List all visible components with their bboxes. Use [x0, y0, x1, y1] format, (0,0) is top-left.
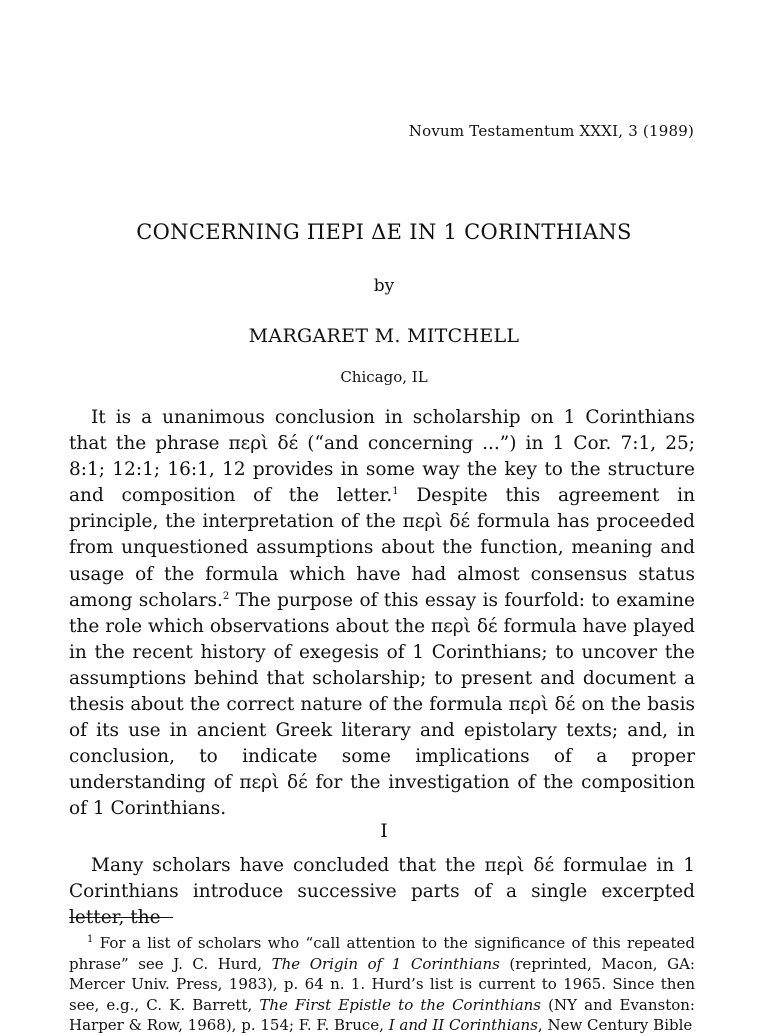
footnote-1 [69, 933, 695, 1036]
intro-text-part-2: Despite this agreement in principle, the interpretation of the περὶ δέ formula has proceeded from unquestioned assumptions about the function, meaning and usage of the formula which have had almost consensus status among scholars. [69, 485, 695, 611]
footnote-text-c: (NY and Evanston: Harper & Row, 1968), p. 154; F. F. Bruce, [69, 995, 695, 1034]
intro-text-part-3: The purpose of this essay is fourfold: to examine the role which observations about the περὶ δέ formula have played in the recent history of exegesis of 1 Corinthians; to uncover the assumptions behind that scholarship; to present and document a thesis about the correct nature of the formula περὶ δέ on the basis of its use in ancient Greek literary and epistolary texts; and, in conclusion, to indicate some implications of a proper understanding of περὶ δέ for the investigation of the composition of 1 Corinthians. [69, 589, 695, 820]
intro-paragraph [69, 405, 695, 823]
byline-by: by [373, 276, 395, 296]
journal-reference: Novum Testamentum XXXI, 3 (1989) [408, 122, 694, 140]
footnote-ref-2[interactable]: 2 [222, 590, 230, 602]
author-affiliation: Chicago, IL [340, 368, 428, 386]
footnote-1-mark: 1 [87, 934, 94, 945]
footnote-ref-1[interactable]: 1 [392, 486, 399, 498]
footnote-book-title-3: I and II Corinthians [388, 1016, 538, 1034]
footnote-book-title-1: The Origin of 1 Corinthians [271, 954, 500, 973]
footnote-text-d: , New Century Bible [537, 1016, 693, 1034]
footnote-text-a: For a list of scholars who “call attention to the significance of this repeated phrase” see J. C. Hurd, [69, 934, 695, 973]
footnote-text-b: (reprinted, Macon, GA: Mercer Univ. Press, 1983), p. 64 n. 1. Hurd’s list is current to 1965. Since then see, e.g., C. K. Barrett, [69, 954, 695, 1014]
footnote-divider [69, 917, 173, 918]
section-heading: I [380, 820, 388, 842]
section-paragraph: Many scholars have concluded that the περὶ δέ formulae in 1 Corinthians introduce successive parts of a single excerpted letter, the [69, 855, 695, 929]
intro-text-part-1: It is a unanimous conclusion in scholarship on 1 Corinthians that the phrase περὶ δέ (“and concerning ...”) in 1 Cor. 7:1, 25; 8:1; 12:1; 16:1, 12 provides in some way the key to the structure and composition of the letter. [69, 407, 695, 507]
article-title: CONCERNING ΠΕΡΙ ΔΕ IN 1 CORINTHIANS [136, 220, 632, 244]
author-name: MARGARET M. MITCHELL [248, 325, 520, 347]
footnote-book-title-2: The First Epistle to the Corinthians [259, 995, 541, 1014]
